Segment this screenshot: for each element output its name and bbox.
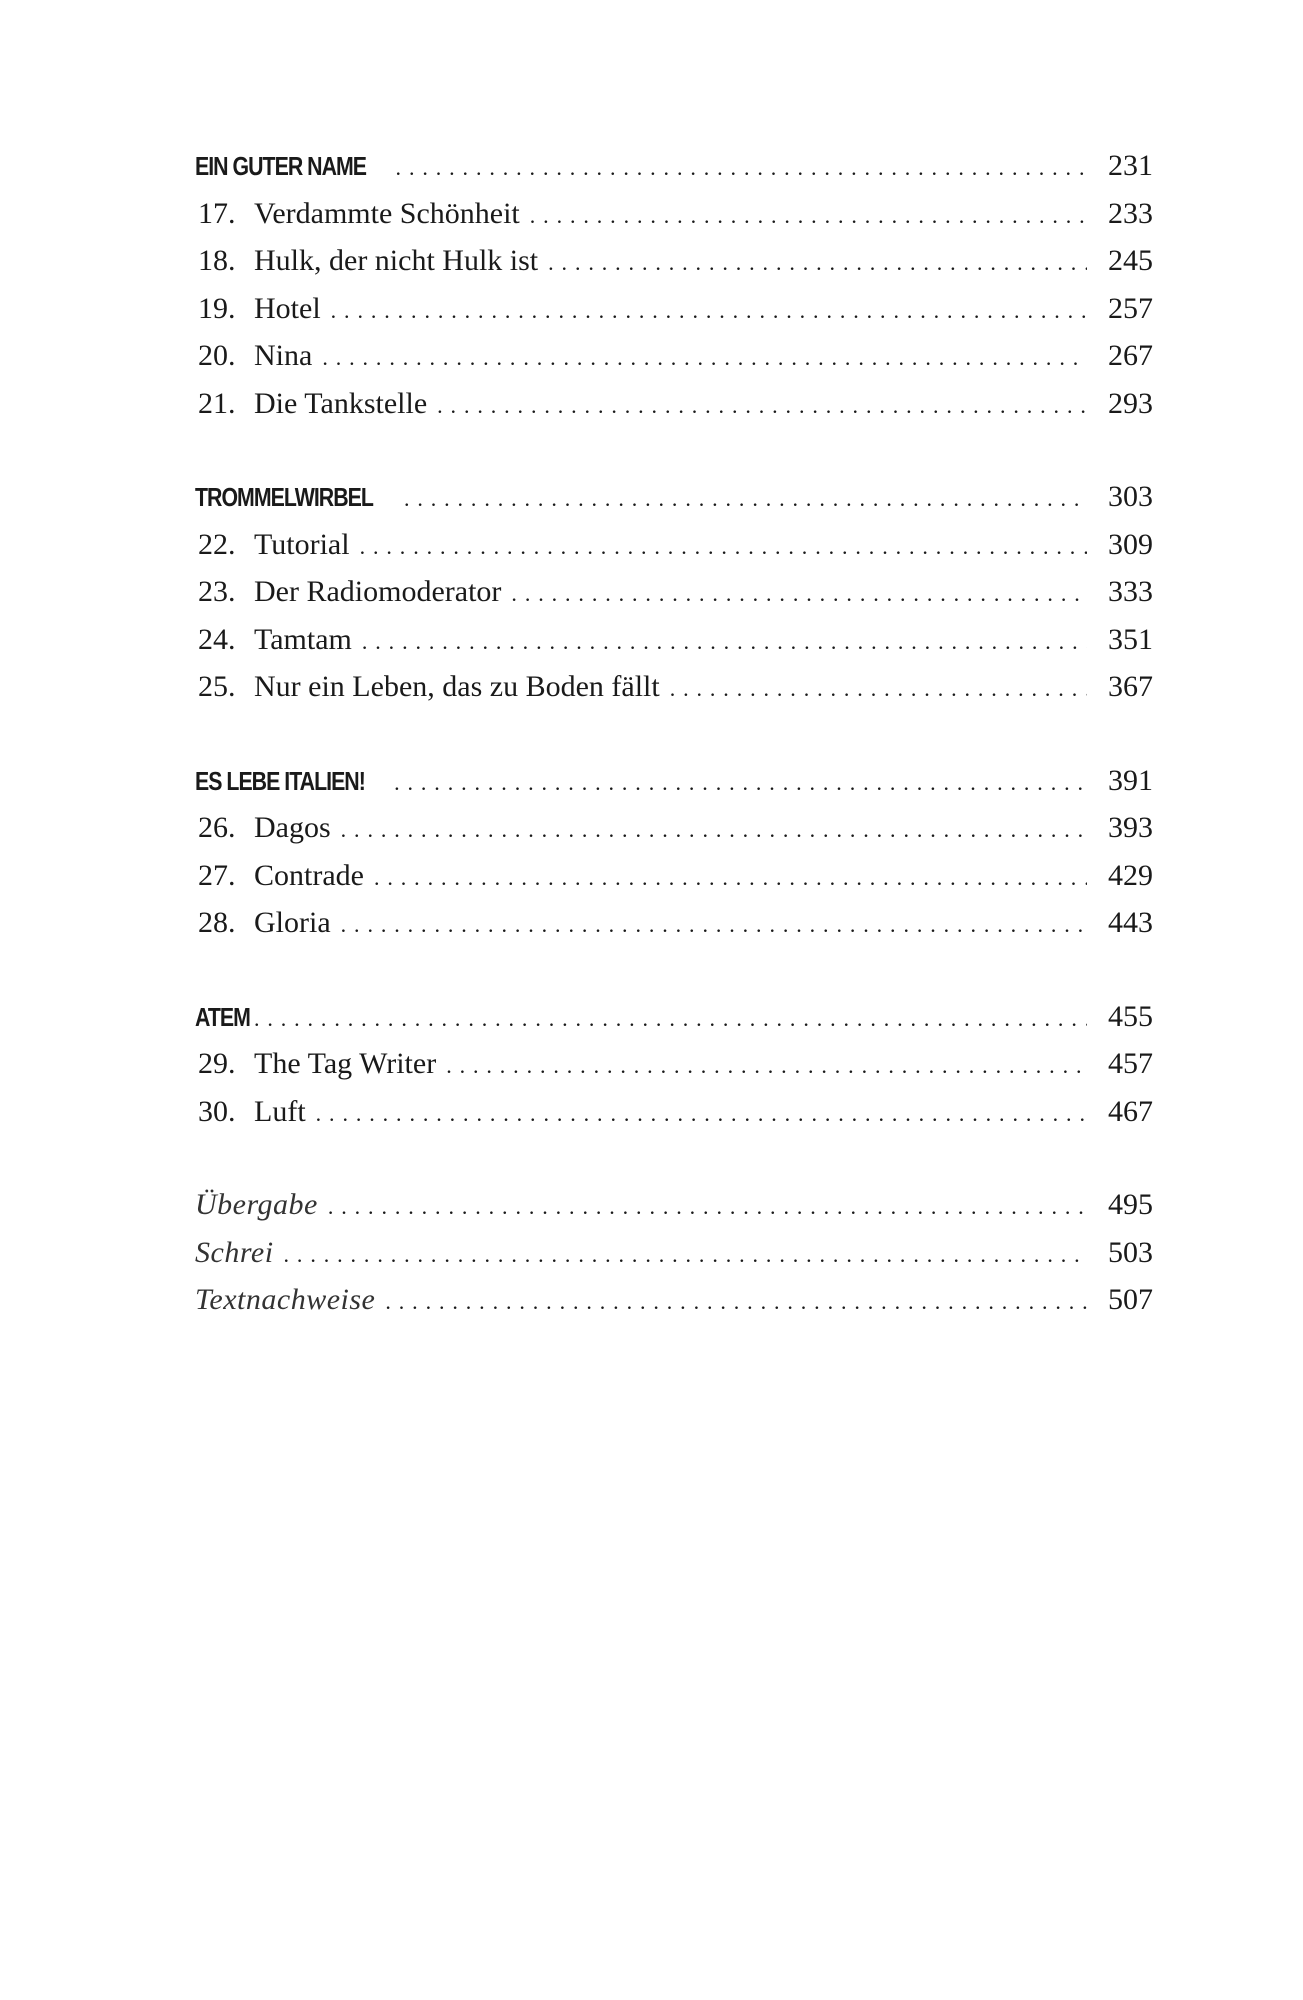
dot-leader bbox=[404, 475, 1087, 523]
appendix-row[interactable] bbox=[195, 1181, 1153, 1229]
appendix-row[interactable] bbox=[195, 1276, 1153, 1324]
toc-section bbox=[195, 993, 1153, 1136]
dot-leader bbox=[362, 618, 1087, 666]
page-number: 267 bbox=[1108, 339, 1153, 372]
chapter-row[interactable] bbox=[195, 568, 1153, 616]
toc-appendix bbox=[195, 1181, 1153, 1324]
chapter-title: Nur ein Leben, das zu Boden fällt bbox=[254, 670, 660, 703]
chapter-title: Dagos bbox=[254, 811, 331, 844]
chapter-number: 17. bbox=[198, 196, 236, 230]
page-number: 467 bbox=[1108, 1094, 1153, 1128]
chapter-row[interactable] bbox=[195, 521, 1153, 569]
chapter-title: Die Tankstelle bbox=[254, 386, 428, 420]
dot-leader bbox=[328, 1183, 1087, 1231]
dot-leader bbox=[254, 995, 1087, 1043]
chapter-row[interactable] bbox=[195, 1088, 1153, 1136]
chapter-row[interactable] bbox=[195, 852, 1153, 900]
dot-leader bbox=[385, 1278, 1087, 1326]
chapter-number: 30. bbox=[198, 1094, 236, 1128]
page-number: 443 bbox=[1108, 906, 1153, 939]
appendix-title: Textnachweise bbox=[195, 1283, 376, 1316]
chapter-title: Luft bbox=[254, 1094, 306, 1128]
chapter-row[interactable] bbox=[195, 616, 1153, 664]
appendix-title: Übergabe bbox=[195, 1188, 318, 1221]
chapter-number: 24. bbox=[198, 622, 236, 656]
page-number: 429 bbox=[1108, 858, 1153, 892]
section-heading: TROMMELWIRBEL bbox=[195, 482, 373, 512]
chapter-row[interactable] bbox=[195, 663, 1153, 711]
dot-leader bbox=[511, 570, 1087, 618]
chapter-title: Hulk, der nicht Hulk ist bbox=[254, 244, 539, 277]
dot-leader bbox=[670, 665, 1087, 713]
chapter-number: 22. bbox=[198, 527, 236, 561]
page-number: 457 bbox=[1108, 1047, 1153, 1080]
page-number: 367 bbox=[1108, 670, 1153, 703]
toc-section bbox=[195, 142, 1153, 427]
dot-leader bbox=[530, 192, 1087, 240]
chapter-row[interactable] bbox=[195, 380, 1153, 428]
chapter-number: 19. bbox=[198, 291, 236, 325]
dot-leader bbox=[284, 1231, 1087, 1279]
page-number: 495 bbox=[1108, 1188, 1153, 1221]
chapter-row[interactable] bbox=[195, 190, 1153, 238]
chapter-title: Contrade bbox=[254, 858, 364, 892]
dot-leader bbox=[374, 854, 1087, 902]
chapter-number: 18. bbox=[198, 244, 236, 277]
page-number: 303 bbox=[1108, 480, 1153, 513]
dot-leader bbox=[331, 287, 1087, 335]
chapter-row[interactable] bbox=[195, 1040, 1153, 1088]
dot-leader bbox=[396, 144, 1087, 192]
chapter-row[interactable] bbox=[195, 804, 1153, 852]
chapter-number: 20. bbox=[198, 339, 236, 372]
chapter-number: 26. bbox=[198, 811, 236, 844]
section-heading-row[interactable] bbox=[195, 142, 1153, 190]
chapter-title: Tutorial bbox=[254, 527, 350, 561]
dot-leader bbox=[360, 523, 1087, 571]
page-number: 245 bbox=[1108, 244, 1153, 277]
page-number: 333 bbox=[1108, 575, 1153, 608]
chapter-number: 29. bbox=[198, 1047, 236, 1080]
page-number: 293 bbox=[1108, 386, 1153, 420]
appendix-title: Schrei bbox=[195, 1235, 274, 1269]
dot-leader bbox=[341, 806, 1087, 854]
appendix-row[interactable] bbox=[195, 1229, 1153, 1277]
toc-section bbox=[195, 757, 1153, 947]
page-number: 455 bbox=[1108, 999, 1153, 1033]
dot-leader bbox=[394, 759, 1087, 807]
section-heading-row[interactable] bbox=[195, 757, 1153, 805]
chapter-number: 21. bbox=[198, 386, 236, 420]
toc-section bbox=[195, 473, 1153, 711]
page-number: 507 bbox=[1108, 1283, 1153, 1316]
page-number: 351 bbox=[1108, 622, 1153, 656]
chapter-row[interactable] bbox=[195, 285, 1153, 333]
page-number: 257 bbox=[1108, 291, 1153, 325]
dot-leader bbox=[548, 239, 1087, 287]
page-number: 393 bbox=[1108, 811, 1153, 844]
page-number: 231 bbox=[1108, 149, 1153, 182]
dot-leader bbox=[446, 1042, 1087, 1090]
chapter-row[interactable] bbox=[195, 899, 1153, 947]
section-heading: ATEM bbox=[195, 1001, 250, 1032]
chapter-number: 28. bbox=[198, 906, 236, 939]
chapter-title: Gloria bbox=[254, 906, 331, 939]
page-number: 233 bbox=[1108, 196, 1153, 230]
chapter-number: 27. bbox=[198, 858, 236, 892]
dot-leader bbox=[316, 1090, 1087, 1138]
section-heading: ES LEBE ITALIEN! bbox=[195, 765, 365, 796]
section-heading-row[interactable] bbox=[195, 993, 1153, 1041]
chapter-number: 25. bbox=[198, 670, 236, 703]
chapter-title: Tamtam bbox=[254, 622, 352, 656]
page-number: 503 bbox=[1108, 1235, 1153, 1269]
dot-leader bbox=[341, 901, 1087, 949]
chapter-title: The Tag Writer bbox=[254, 1047, 437, 1080]
page-number: 309 bbox=[1108, 527, 1153, 561]
chapter-title: Hotel bbox=[254, 291, 321, 325]
chapter-title: Verdammte Schönheit bbox=[254, 196, 520, 230]
section-heading: EIN GUTER NAME bbox=[195, 151, 367, 181]
chapter-number: 23. bbox=[198, 575, 236, 608]
chapter-row[interactable] bbox=[195, 237, 1153, 285]
dot-leader bbox=[437, 382, 1087, 430]
table-of-contents bbox=[195, 142, 1153, 1370]
section-heading-row[interactable] bbox=[195, 473, 1153, 521]
dot-leader bbox=[322, 334, 1087, 382]
chapter-title: Der Radiomoderator bbox=[254, 575, 502, 608]
page-number: 391 bbox=[1108, 763, 1153, 797]
chapter-row[interactable] bbox=[195, 332, 1153, 380]
chapter-title: Nina bbox=[254, 339, 313, 372]
